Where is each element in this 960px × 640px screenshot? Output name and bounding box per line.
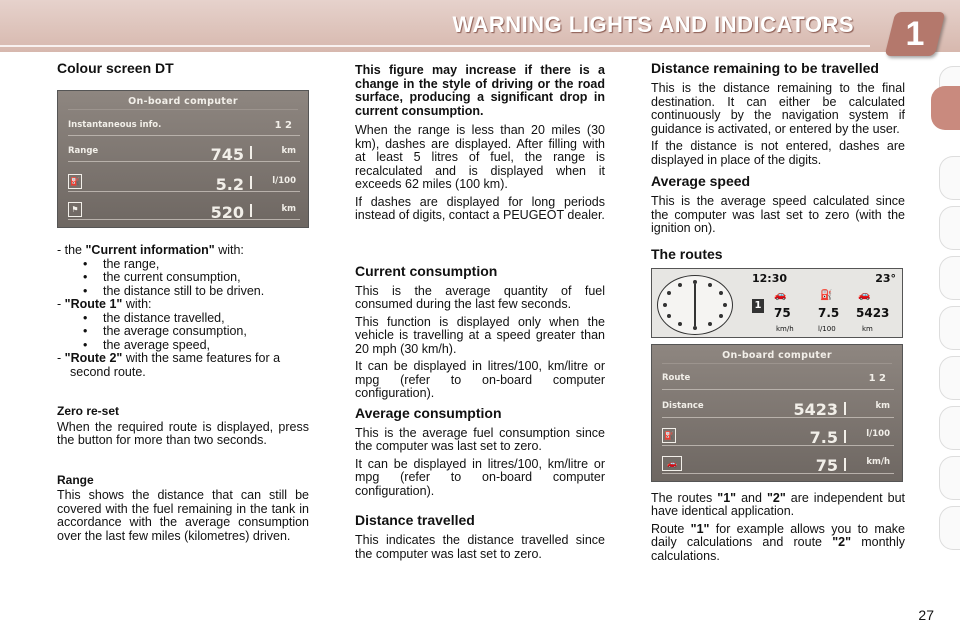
clock-tick <box>708 322 712 326</box>
car-icon: 🚗 <box>662 456 682 471</box>
fuel-pump-icon: ⛽ <box>662 428 676 443</box>
screen-unit: l/100 <box>866 429 890 439</box>
compact-value: 7.5 <box>818 305 840 320</box>
paragraph: This is the distance remaining to the final destination. It can either be calculated continuously by the navigation system if guidance is activated, or entered by the user. <box>651 81 905 136</box>
car-icon: 🚗 <box>858 289 871 301</box>
paragraph: This is the average quantity of fuel consumed during the last few seconds. <box>355 283 605 311</box>
chapter-tabs <box>932 66 960 572</box>
clock-tick <box>693 326 697 330</box>
intro-bold-paragraph: This figure may increase if there is a change in the style of driving or the road surface, producing a significant drop in current consumption. <box>355 63 605 118</box>
paragraph: If dashes are displayed for long periods instead of digits, contact a PEUGEOT dealer. <box>355 194 605 222</box>
bullet-item: • the distance still to be driven. <box>83 285 309 299</box>
screen-value: 75 <box>815 456 838 475</box>
section-heading: Current consumption <box>355 262 498 279</box>
compact-unit: l/100 <box>818 324 836 333</box>
screen-value: 745 <box>210 144 244 164</box>
clock-tick <box>708 283 712 287</box>
route-screen-illustration <box>651 344 903 482</box>
paragraph: The routes "1" and "2" are independent but have identical application. <box>651 490 905 518</box>
screen-row-label: Range <box>68 145 99 156</box>
chapter-tab[interactable] <box>939 356 960 400</box>
compact-unit: km <box>862 324 873 333</box>
section-heading: The routes <box>651 245 723 262</box>
page-number: 27 <box>918 607 934 623</box>
list-item: - the "Current information" with: • the range, • the current consumption, • the distance still to be driven. <box>57 244 309 298</box>
separator <box>250 176 252 189</box>
screen-unit: km <box>281 145 296 156</box>
page-title: WARNING LIGHTS AND INDICATORS <box>452 12 854 37</box>
chapter-tab[interactable] <box>939 306 960 350</box>
screen-row-distance <box>662 397 894 418</box>
chapter-tab-active[interactable] <box>931 86 960 130</box>
feature-list <box>57 244 309 379</box>
screen-row-distance <box>68 199 300 220</box>
bullet-item: • the average consumption, <box>83 325 309 339</box>
bullet-item: • the range, <box>83 258 309 272</box>
list-item: - "Route 2" with the same features for a second route. <box>57 351 281 379</box>
clock-time: 12:30 <box>752 271 788 285</box>
screen-row-speed <box>662 453 894 474</box>
paragraph: Route "1" for example allows you to make daily calculations and route "2" monthly calculations. <box>651 521 905 563</box>
bullet-item: • the average speed, <box>83 339 309 353</box>
clock-tick <box>667 291 671 295</box>
clock-tick <box>678 283 682 287</box>
route-badge: 1 <box>752 299 764 313</box>
clock-tick <box>719 291 723 295</box>
zero-reset-section <box>57 405 309 448</box>
list-item: - "Route 1" with: • the distance travelled, • the average consumption, • the average speed, <box>57 298 309 352</box>
clock-tick <box>678 322 682 326</box>
clock-hand <box>694 284 696 326</box>
paragraph: When the required route is displayed, press the button for more than two seconds. <box>57 419 309 447</box>
fuel-pump-icon: ⛽ <box>820 289 833 301</box>
compact-unit: km/h <box>776 324 794 333</box>
screen-title: On-board computer <box>662 345 892 364</box>
route-selector: 1 2 <box>274 119 292 131</box>
separator <box>250 146 252 159</box>
page-header <box>0 0 960 52</box>
compact-display-illustration <box>651 268 903 338</box>
subheading: Zero re-set <box>57 404 120 418</box>
screen-row-consumption <box>662 425 894 446</box>
section-heading: Distance remaining to be travelled <box>651 60 879 76</box>
range-section <box>57 474 309 544</box>
clock-tick <box>693 280 697 284</box>
screen-unit: km <box>875 401 890 411</box>
column-middle <box>355 64 605 565</box>
chapter-tab[interactable] <box>939 456 960 500</box>
column-right <box>651 60 905 567</box>
screen-value: 5.2 <box>215 174 244 194</box>
fuel-pump-icon: ⛽ <box>68 174 82 189</box>
paragraph: It can be displayed in litres/100, km/litre or mpg (refer to on-board computer configuration). <box>355 456 605 498</box>
section-heading: Average speed <box>651 173 751 189</box>
route-selector: 1 2 <box>868 373 886 384</box>
chapter-tab[interactable] <box>939 256 960 300</box>
clock-tick <box>723 303 727 307</box>
section-heading: Colour screen DT <box>57 60 174 76</box>
subheading: Range <box>57 472 94 487</box>
clock-tick <box>719 314 723 318</box>
screen-unit: l/100 <box>272 175 296 186</box>
bullet-item: • the distance travelled, <box>83 312 309 326</box>
paragraph: This is the average speed calculated since the computer was last set to zero (with the ignition on). <box>651 194 905 235</box>
screen-value: 520 <box>210 202 244 222</box>
screen-row-range <box>68 141 300 162</box>
separator <box>250 204 252 217</box>
flag-icon: ⚑ <box>68 202 82 217</box>
chapter-tab[interactable] <box>939 156 960 200</box>
paragraph: It can be displayed in litres/100, km/litre or mpg (refer to on-board computer configuration). <box>355 359 605 400</box>
screen-unit: km <box>281 203 296 214</box>
section-heading: Distance travelled <box>355 512 475 528</box>
header-rule <box>0 45 870 47</box>
screen-unit: km/h <box>866 457 890 467</box>
clock-tick <box>663 303 667 307</box>
screen-row-label: Distance <box>662 401 704 411</box>
outside-temperature: 23° <box>875 271 896 285</box>
screen-row-label: Route <box>662 373 691 383</box>
chapter-number: 1 <box>905 15 925 53</box>
chapter-tab[interactable] <box>939 506 960 550</box>
screen-title: On-board computer <box>68 91 298 110</box>
paragraph: When the range is less than 20 miles (30 km), dashes are displayed. After filling with at least 5 litres of fuel, the range is recalculated and is displayed when it exceeds 62 miles (100 km). <box>355 123 605 191</box>
paragraph: This is the average fuel consumption since the computer was last set to zero. <box>355 425 605 453</box>
clock-dial <box>657 275 733 335</box>
chapter-tab[interactable] <box>939 206 960 250</box>
column-left <box>57 60 309 547</box>
paragraph: If the distance is not entered, dashes are displayed in place of the digits. <box>651 139 905 167</box>
compact-value: 75 <box>774 305 791 320</box>
separator <box>844 402 846 415</box>
screen-value: 5423 <box>793 400 838 419</box>
screen-row-route <box>662 369 894 390</box>
chapter-tab[interactable] <box>939 406 960 450</box>
screen-row-instant <box>68 115 300 136</box>
paragraph: This shows the distance that can still be covered with the fuel remaining in the tank in accordance with the average consumption over the last few miles (kilometres) driven. <box>57 488 309 543</box>
separator <box>844 430 846 443</box>
screen-row-consumption <box>68 171 300 192</box>
bullet-item: • the current consumption, <box>83 271 309 285</box>
car-icon: 🚗 <box>774 289 787 301</box>
paragraph: This function is displayed only when the vehicle is travelling at a speed greater than 20 mph (30 km/h). <box>355 314 605 356</box>
paragraph: This indicates the distance travelled since the computer was last set to zero. <box>355 533 605 561</box>
compact-value: 5423 <box>856 305 890 320</box>
clock-tick <box>667 314 671 318</box>
section-heading: Average consumption <box>355 404 502 421</box>
colour-screen-dt-illustration <box>57 90 309 228</box>
screen-row-label: Instantaneous info. <box>68 119 162 130</box>
separator <box>844 458 846 471</box>
screen-value: 7.5 <box>809 428 838 447</box>
